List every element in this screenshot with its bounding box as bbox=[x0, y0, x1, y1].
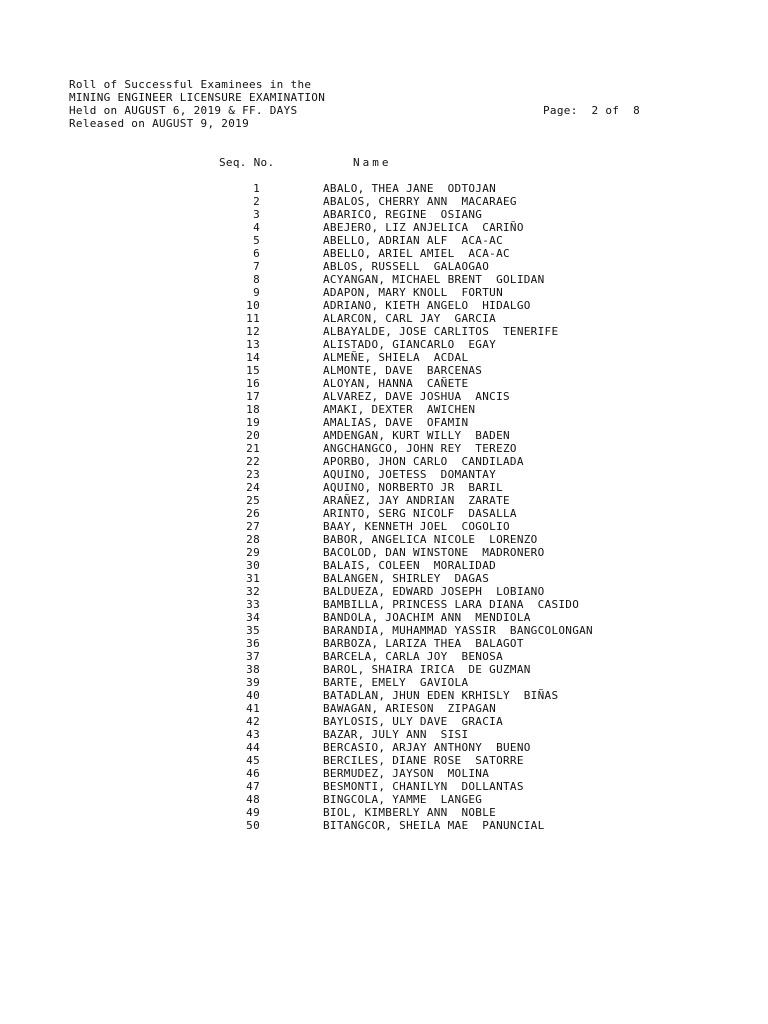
examinee-name: ALVAREZ, DAVE JOSHUA ANCIS bbox=[323, 390, 510, 403]
examinee-seq-number: 36 bbox=[246, 637, 260, 650]
examinee-name: ALISTADO, GIANCARLO EGAY bbox=[323, 338, 497, 351]
examinee-seq-number: 44 bbox=[246, 741, 260, 754]
examinee-row bbox=[0, 442, 768, 455]
examinee-seq-number: 25 bbox=[246, 494, 260, 507]
examinee-name: BIOL, KIMBERLY ANN NOBLE bbox=[323, 806, 497, 819]
examinee-row bbox=[0, 559, 768, 572]
examinee-seq-number: 2 bbox=[253, 195, 260, 208]
examinee-row bbox=[0, 793, 768, 806]
examinee-name: ACYANGAN, MICHAEL BRENT GOLIDAN bbox=[323, 273, 545, 286]
examinee-row bbox=[0, 182, 768, 195]
examinee-seq-number: 9 bbox=[253, 286, 260, 299]
examinee-row bbox=[0, 819, 768, 832]
examinee-seq-number: 43 bbox=[246, 728, 260, 741]
examinee-name: ALMEÑE, SHIELA ACDAL bbox=[323, 351, 469, 364]
examinee-seq-number: 19 bbox=[246, 416, 260, 429]
examinee-row bbox=[0, 455, 768, 468]
examinee-name: BAMBILLA, PRINCESS LARA DIANA CASIDO bbox=[323, 598, 580, 611]
examinee-name: ABEJERO, LIZ ANJELICA CARIÑO bbox=[323, 221, 524, 234]
examinee-name: ABELLO, ADRIAN ALF ACA-AC bbox=[323, 234, 503, 247]
examinee-seq-number: 47 bbox=[246, 780, 260, 793]
header-title-line: Roll of Successful Examinees in the bbox=[69, 78, 312, 91]
examinee-row bbox=[0, 598, 768, 611]
examinee-seq-number: 24 bbox=[246, 481, 260, 494]
examinee-seq-number: 12 bbox=[246, 325, 260, 338]
examinee-seq-number: 23 bbox=[246, 468, 260, 481]
examinee-row bbox=[0, 416, 768, 429]
header-exam-line: MINING ENGINEER LICENSURE EXAMINATION bbox=[69, 91, 326, 104]
examinee-name: ADRIANO, KIETH ANGELO HIDALGO bbox=[323, 299, 531, 312]
examinee-seq-number: 21 bbox=[246, 442, 260, 455]
examinee-name: ADAPON, MARY KNOLL FORTUN bbox=[323, 286, 503, 299]
examinee-name: BARANDIA, MUHAMMAD YASSIR BANGCOLONGAN bbox=[323, 624, 593, 637]
examinee-seq-number: 3 bbox=[253, 208, 260, 221]
examinee-row bbox=[0, 286, 768, 299]
examinee-row bbox=[0, 624, 768, 637]
examinee-name: AMALIAS, DAVE OFAMIN bbox=[323, 416, 469, 429]
examinee-name: ABALO, THEA JANE ODTOJAN bbox=[323, 182, 497, 195]
examinee-name: AQUINO, NORBERTO JR BARIL bbox=[323, 481, 503, 494]
examinee-seq-number: 37 bbox=[246, 650, 260, 663]
examinee-seq-number: 32 bbox=[246, 585, 260, 598]
examinee-row bbox=[0, 520, 768, 533]
examinee-name: ARAÑEZ, JAY ANDRIAN ZARATE bbox=[323, 494, 510, 507]
examinee-name: BANDOLA, JOACHIM ANN MENDIOLA bbox=[323, 611, 531, 624]
examinee-name: ANGCHANGCO, JOHN REY TEREZO bbox=[323, 442, 517, 455]
examinee-seq-number: 10 bbox=[246, 299, 260, 312]
examinee-row bbox=[0, 351, 768, 364]
examinee-seq-number: 40 bbox=[246, 689, 260, 702]
examinee-name: BERMUDEZ, JAYSON MOLINA bbox=[323, 767, 490, 780]
examinee-name: BAZAR, JULY ANN SISI bbox=[323, 728, 469, 741]
examinee-row bbox=[0, 260, 768, 273]
examinee-row bbox=[0, 429, 768, 442]
examinee-seq-number: 5 bbox=[253, 234, 260, 247]
examinee-seq-number: 6 bbox=[253, 247, 260, 260]
examinee-row bbox=[0, 546, 768, 559]
examinee-row bbox=[0, 273, 768, 286]
examinee-seq-number: 30 bbox=[246, 559, 260, 572]
examinee-seq-number: 17 bbox=[246, 390, 260, 403]
examinee-seq-number: 46 bbox=[246, 767, 260, 780]
examinee-row bbox=[0, 676, 768, 689]
examinee-row bbox=[0, 195, 768, 208]
examinee-name: BARBOZA, LARIZA THEA BALAGOT bbox=[323, 637, 524, 650]
examinee-row bbox=[0, 221, 768, 234]
examinee-row bbox=[0, 689, 768, 702]
examinee-seq-number: 29 bbox=[246, 546, 260, 559]
examinee-list bbox=[0, 182, 768, 832]
examinee-seq-number: 28 bbox=[246, 533, 260, 546]
examinee-seq-number: 33 bbox=[246, 598, 260, 611]
header-released-line: Released on AUGUST 9, 2019 bbox=[69, 117, 249, 130]
examinee-name: BALAIS, COLEEN MORALIDAD bbox=[323, 559, 497, 572]
examinee-seq-number: 22 bbox=[246, 455, 260, 468]
examinee-row bbox=[0, 299, 768, 312]
examinee-name: BATADLAN, JHUN EDEN KRHISLY BIÑAS bbox=[323, 689, 559, 702]
column-header-seq: Seq. No. bbox=[219, 156, 275, 169]
examinee-row bbox=[0, 247, 768, 260]
examinee-row bbox=[0, 481, 768, 494]
examinee-row bbox=[0, 234, 768, 247]
examinee-name: AQUINO, JOETESS DOMANTAY bbox=[323, 468, 497, 481]
header-held-line: Held on AUGUST 6, 2019 & FF. DAYS bbox=[69, 104, 298, 117]
examinee-name: BABOR, ANGELICA NICOLE LORENZO bbox=[323, 533, 538, 546]
examinee-row bbox=[0, 715, 768, 728]
examinee-name: BALDUEZA, EDWARD JOSEPH LOBIANO bbox=[323, 585, 545, 598]
examinee-name: ALMONTE, DAVE BARCENAS bbox=[323, 364, 483, 377]
examinee-row bbox=[0, 611, 768, 624]
examinee-row bbox=[0, 338, 768, 351]
examinee-name: BITANGCOR, SHEILA MAE PANUNCIAL bbox=[323, 819, 545, 832]
examinee-name: BAWAGAN, ARIESON ZIPAGAN bbox=[323, 702, 497, 715]
column-header-name: Name bbox=[353, 156, 392, 169]
examinee-name: AMDENGAN, KURT WILLY BADEN bbox=[323, 429, 510, 442]
examinee-name: BAROL, SHAIRA IRICA DE GUZMAN bbox=[323, 663, 531, 676]
examinee-row bbox=[0, 403, 768, 416]
examinee-seq-number: 20 bbox=[246, 429, 260, 442]
examinee-row bbox=[0, 767, 768, 780]
examinee-seq-number: 45 bbox=[246, 754, 260, 767]
examinee-seq-number: 42 bbox=[246, 715, 260, 728]
examinee-name: ABLOS, RUSSELL GALAOGAO bbox=[323, 260, 490, 273]
examinee-name: BERCASIO, ARJAY ANTHONY BUENO bbox=[323, 741, 531, 754]
examinee-name: ARINTO, SERG NICOLF DASALLA bbox=[323, 507, 517, 520]
examinee-seq-number: 13 bbox=[246, 338, 260, 351]
examinee-name: BARCELA, CARLA JOY BENOSA bbox=[323, 650, 503, 663]
examinee-seq-number: 49 bbox=[246, 806, 260, 819]
examinee-row bbox=[0, 780, 768, 793]
examinee-name: BARTE, EMELY GAVIOLA bbox=[323, 676, 469, 689]
examinee-seq-number: 15 bbox=[246, 364, 260, 377]
examinee-row bbox=[0, 585, 768, 598]
examinee-seq-number: 34 bbox=[246, 611, 260, 624]
examinee-name: AMAKI, DEXTER AWICHEN bbox=[323, 403, 476, 416]
examinee-seq-number: 48 bbox=[246, 793, 260, 806]
examinee-seq-number: 14 bbox=[246, 351, 260, 364]
examinee-seq-number: 27 bbox=[246, 520, 260, 533]
examinee-seq-number: 4 bbox=[253, 221, 260, 234]
examinee-seq-number: 41 bbox=[246, 702, 260, 715]
examinee-name: BINGCOLA, YAMME LANGEG bbox=[323, 793, 483, 806]
examinee-name: BAYLOSIS, ULY DAVE GRACIA bbox=[323, 715, 503, 728]
examinee-name: ABALOS, CHERRY ANN MACARAEG bbox=[323, 195, 517, 208]
examinee-name: ABARICO, REGINE OSIANG bbox=[323, 208, 483, 221]
examinee-row bbox=[0, 390, 768, 403]
examinee-row bbox=[0, 741, 768, 754]
examinee-name: ALARCON, CARL JAY GARCIA bbox=[323, 312, 497, 325]
examinee-name: BERCILES, DIANE ROSE SATORRE bbox=[323, 754, 524, 767]
examinee-name: BESMONTI, CHANILYN DOLLANTAS bbox=[323, 780, 524, 793]
examinee-seq-number: 8 bbox=[253, 273, 260, 286]
examinee-seq-number: 18 bbox=[246, 403, 260, 416]
examinee-row bbox=[0, 377, 768, 390]
examinee-row bbox=[0, 533, 768, 546]
examinee-row bbox=[0, 507, 768, 520]
examinee-row bbox=[0, 325, 768, 338]
examinee-name: APORBO, JHON CARLO CANDILADA bbox=[323, 455, 524, 468]
examinee-row bbox=[0, 754, 768, 767]
page-indicator bbox=[543, 104, 640, 117]
examinee-seq-number: 16 bbox=[246, 377, 260, 390]
examinee-seq-number: 31 bbox=[246, 572, 260, 585]
examinee-seq-number: 7 bbox=[253, 260, 260, 273]
examinee-name: ALOYAN, HANNA CAÑETE bbox=[323, 377, 469, 390]
examinee-seq-number: 26 bbox=[246, 507, 260, 520]
examinee-row bbox=[0, 468, 768, 481]
examinee-row bbox=[0, 650, 768, 663]
examinee-seq-number: 38 bbox=[246, 663, 260, 676]
examinee-seq-number: 1 bbox=[253, 182, 260, 195]
examinee-row bbox=[0, 728, 768, 741]
examinee-row bbox=[0, 702, 768, 715]
examinee-row bbox=[0, 494, 768, 507]
page-label: Page: bbox=[543, 104, 578, 117]
examinee-seq-number: 39 bbox=[246, 676, 260, 689]
examinee-row bbox=[0, 663, 768, 676]
examinee-seq-number: 11 bbox=[246, 312, 260, 325]
examinee-name: ABELLO, ARIEL AMIEL ACA-AC bbox=[323, 247, 510, 260]
page-total: 8 bbox=[633, 104, 641, 117]
examinee-name: BACOLOD, DAN WINSTONE MADRONERO bbox=[323, 546, 545, 559]
examinee-row bbox=[0, 364, 768, 377]
examinee-row bbox=[0, 312, 768, 325]
examinee-row bbox=[0, 637, 768, 650]
examinee-row bbox=[0, 806, 768, 819]
examinee-seq-number: 50 bbox=[246, 819, 260, 832]
examinee-row bbox=[0, 572, 768, 585]
examinee-name: BAAY, KENNETH JOEL COGOLIO bbox=[323, 520, 510, 533]
examinee-seq-number: 35 bbox=[246, 624, 260, 637]
examinee-name: BALANGEN, SHIRLEY DAGAS bbox=[323, 572, 490, 585]
examinee-name: ALBAYALDE, JOSE CARLITOS TENERIFE bbox=[323, 325, 559, 338]
page-current: 2 bbox=[591, 104, 599, 117]
page-of: of bbox=[605, 104, 620, 117]
examinee-row bbox=[0, 208, 768, 221]
